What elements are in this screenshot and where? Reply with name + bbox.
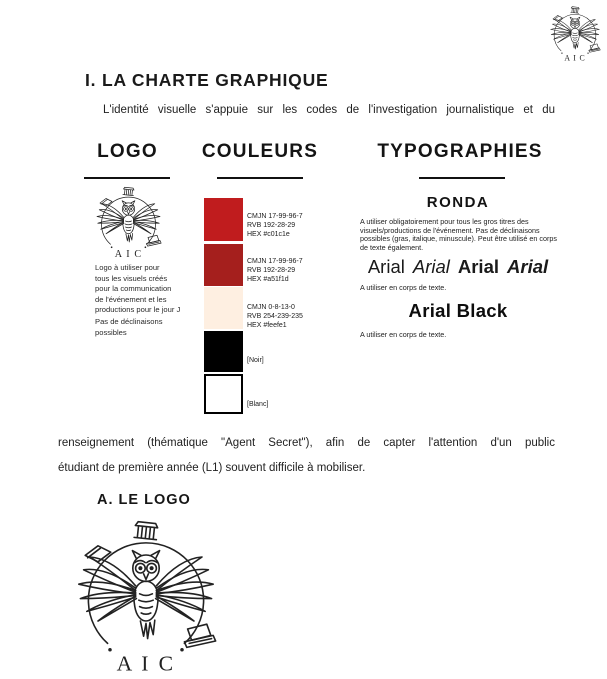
color-swatch-black <box>204 331 243 372</box>
page-title: I. LA CHARTE GRAPHIQUE <box>85 70 329 90</box>
hex-value: HEX #a51f1d <box>247 275 289 283</box>
heading-underline <box>84 177 170 179</box>
cmjn-value: CMJN 17-99-96-7 <box>247 258 303 265</box>
color-swatch-red <box>204 198 243 241</box>
rvb-value: RVB 254-239-235 <box>247 312 303 320</box>
font-name-ronda: RONDA <box>426 194 490 211</box>
arial-black-usage-note: A utiliser en corps de texte. <box>360 330 447 339</box>
color-swatch-label <box>247 258 303 284</box>
color-swatch-cream <box>204 287 243 329</box>
usage-line: productions pour le jour J <box>95 305 181 315</box>
usage-line: de l'événement et les <box>95 294 167 304</box>
hex-value: HEX #c01c1e <box>247 230 290 238</box>
arial-regular-sample: Arial <box>367 256 405 277</box>
color-swatch-label <box>247 401 268 410</box>
arial-usage-note: A utiliser en corps de texte. <box>360 283 447 292</box>
rvb-value: RVB 192-28-29 <box>247 266 296 274</box>
subsection-title-le-logo: A. LE LOGO <box>97 492 191 508</box>
usage-line: Logo à utiliser pour <box>95 263 160 272</box>
arial-italic-sample: Arial <box>412 256 450 277</box>
closing-paragraph-line2: étudiant de première année (L1) souvent difficile à mobiliser. <box>58 462 366 474</box>
color-swatch-label <box>247 357 264 366</box>
font-name-arial-black: Arial Black <box>408 300 508 321</box>
rvb-value: RVB 192-28-29 <box>247 221 296 229</box>
aic-owl-logo-header <box>546 5 604 63</box>
column-heading-couleurs: COULEURS <box>201 141 319 162</box>
font-samples-arial <box>360 256 556 278</box>
note-line: possibles <box>95 327 127 337</box>
cmjn-value: CMJN 0-8-13-0 <box>247 304 295 311</box>
blanc-label: [Blanc] <box>247 401 269 408</box>
arial-bolditalic-sample: Arial <box>507 256 549 277</box>
heading-underline <box>217 177 303 179</box>
heading-underline <box>419 177 505 179</box>
color-swatch-white <box>204 374 243 414</box>
arial-bold-sample: Arial <box>457 256 500 277</box>
color-swatch-label <box>247 304 303 330</box>
cmjn-value: CMJN 17-99-96-7 <box>247 213 303 220</box>
usage-line: tous les visuels créés <box>95 273 168 283</box>
intro-paragraph: L'identité visuelle s'appuie sur les codes de l'investigation journalistique et du <box>103 104 555 116</box>
color-swatch-darkred <box>204 244 243 286</box>
column-heading-logo: LOGO <box>97 141 158 162</box>
column-heading-typographies: TYPOGRAPHIES <box>377 141 543 162</box>
aic-owl-logo-small <box>91 185 166 260</box>
closing-paragraph-line1: renseignement (thématique "Agent Secret"), afin de capter l'attention d'un public <box>58 437 555 449</box>
aic-owl-logo-large <box>66 517 226 677</box>
note-line: Pas de déclinaisons <box>95 317 163 326</box>
logo-usage-text <box>95 263 180 316</box>
noir-label: [Noir] <box>247 357 264 364</box>
ronda-description: A utiliser obligatoirement pour tous les gros titres des visuels/productions de l'événement. Pas de déclinaisons possibles (gras, italique, minuscule). Peut être utilisé en corps de texte également. <box>360 217 557 253</box>
hex-value: HEX #feefe1 <box>247 321 287 329</box>
logo-note-text <box>95 317 163 338</box>
color-swatch-label <box>247 213 303 239</box>
usage-line: pour la communication <box>95 284 172 294</box>
